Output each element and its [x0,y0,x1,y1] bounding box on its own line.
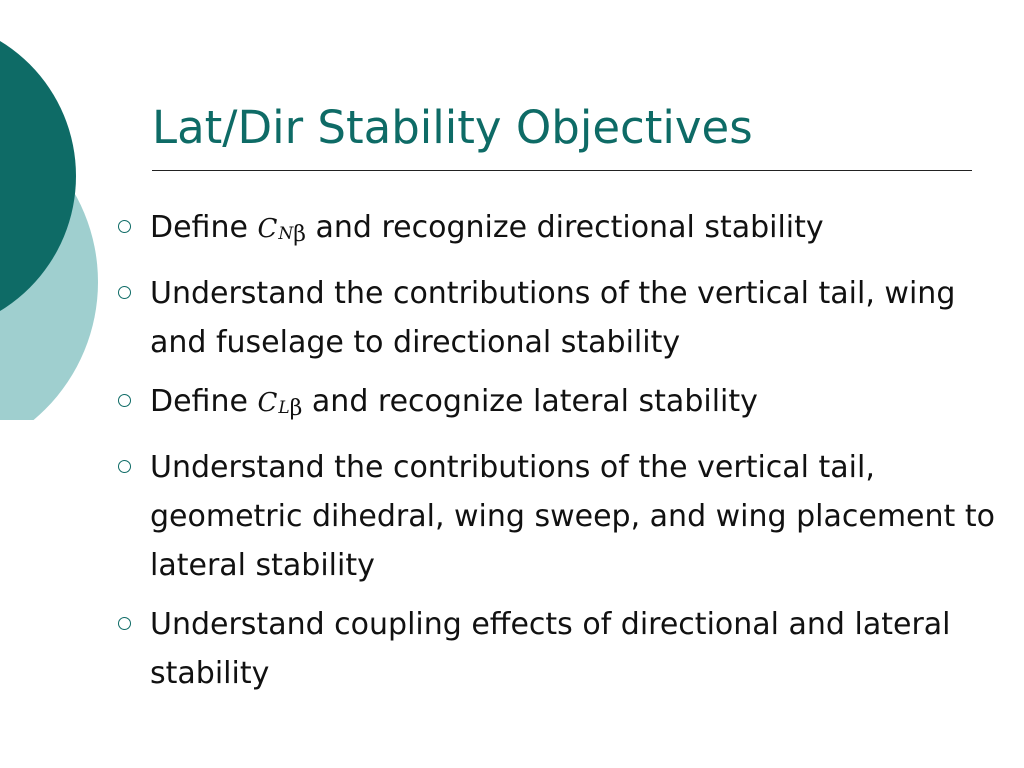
bullet-text: Understand the contributions of the vertical tail, geometric dihedral, wing sweep, and wing placement to lateral stability [150,450,995,583]
hollow-circle-bullet-icon [118,617,131,630]
bullet-coupling-effects [118,600,998,698]
objectives-list [118,203,998,708]
bullet-text: Understand coupling effects of directional and lateral stability [150,607,951,691]
hollow-circle-bullet-icon [118,286,131,299]
bullet-define-cnbeta [118,203,998,259]
symbol-main: C [257,214,278,244]
bullet-text: Understand the contributions of the vertical tail, wing and fuselage to directional stability [150,276,956,360]
symbol-subscript: L [278,398,290,418]
bullet-lateral-contributions [118,443,998,590]
cl-beta-symbol [257,384,302,419]
bullet-text-before: Define [150,384,258,419]
hollow-circle-bullet-icon [118,460,131,473]
bullet-directional-contributions [118,269,998,367]
hollow-circle-bullet-icon [118,394,131,407]
symbol-greek: β [289,396,303,421]
symbol-main: C [257,388,278,418]
bullet-text-after: and recognize directional stability [305,210,824,245]
slide-title: Lat/Dir Stability Objectives [152,101,753,154]
bullet-text-after: and recognize lateral stability [302,384,758,419]
symbol-greek: β [293,222,306,247]
bullet-define-clbeta [118,377,998,433]
bullet-text-before: Define [150,210,258,245]
hollow-circle-bullet-icon [118,220,131,233]
cn-beta-symbol [257,210,306,245]
decorative-circles [0,0,120,420]
symbol-subscript: N [278,224,294,244]
title-divider [152,170,972,171]
